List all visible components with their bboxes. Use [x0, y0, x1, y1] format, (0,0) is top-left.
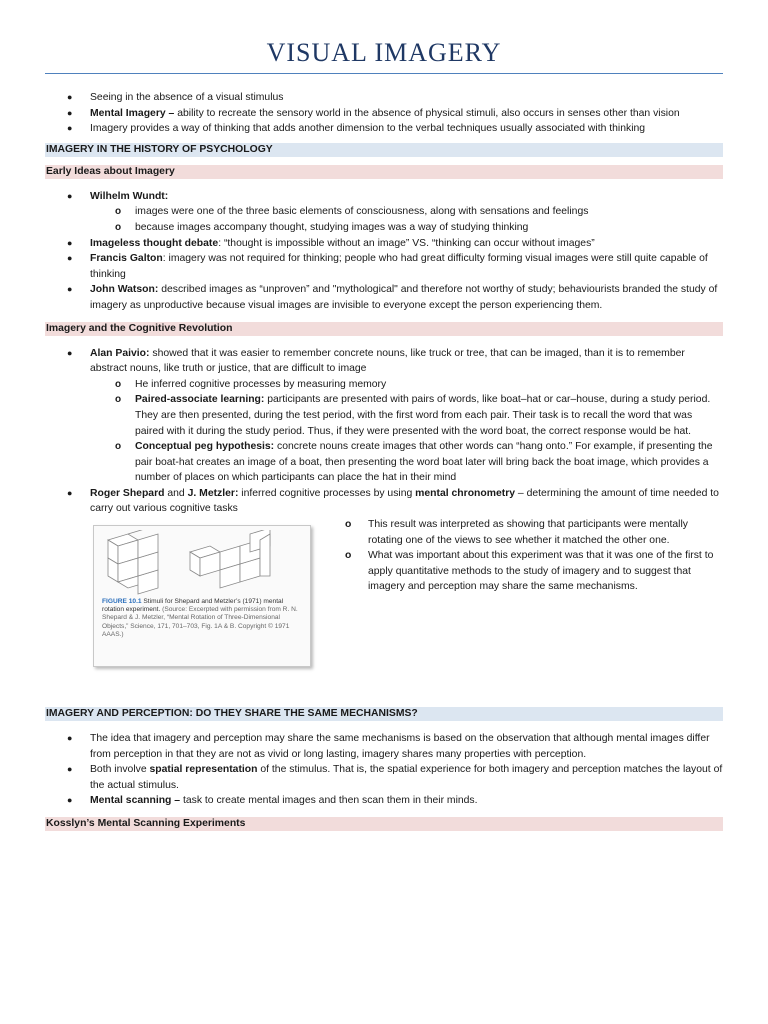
sub-list-item: o Conceptual peg hypothesis: concrete nouns create images that other words can “hang onto.” For example, if presenting the pair boat-hat creates an image of a boat, then presenting the word boat later will bring back the boat image, which provides a number of places on which participants can place the hat in their mind [115, 441, 713, 484]
figure-row [45, 517, 723, 707]
list-item: ● Both involve spatial representation of the stimulus. That is, the spatial experience for both imagery and perception matches the layout of the actual stimulus. [67, 764, 723, 791]
subsection-heading-cognitive-revolution: Imagery and the Cognitive Revolution [45, 322, 723, 336]
section-heading-history: IMAGERY IN THE HISTORY OF PSYCHOLOGY [45, 143, 723, 157]
mental-rotation-cubes-image [98, 530, 306, 596]
shepard-sub-list [345, 517, 725, 595]
figure-source: (Source: Excerpted with permission from R. N. Shepard & J. Metzler, “Mental Rotation of Three-Dimensional Objects,” Science, 171, 701–703, Fig. 1A & B. Copyright © 1971 AAAS.) [102, 606, 298, 638]
list-item-watson: ● John Watson: described images as “unproven” and "mythological" and therefore not worthy of study; behaviourists branded the study of imagery as unproductive because visual images are invisible to everyone except the person experiencing them. [67, 284, 718, 311]
sub-list-item: o images were one of the three basic elements of consciousness, along with sensations and feelings [115, 206, 589, 218]
sub-list-item: o He inferred cognitive processes by measuring memory [115, 378, 387, 390]
list-item: ● Seeing in the absence of a visual stimulus [67, 92, 284, 103]
figure-10-1 [93, 525, 311, 667]
document-body [45, 90, 723, 831]
figure-label: FIGURE 10.1 [102, 598, 142, 606]
figure-caption: FIGURE 10.1 Stimuli for Shepard and Metzler’s (1971) mental rotation experiment. (Source: Excerpted with permission from R. N. Shepard & J. Metzler, “Mental Rotation of Three-Dimensional Objects,” Science, 171, 701–703, Fig. 1A & B. Copyright © 1971 AAAS.) [102, 598, 298, 638]
list-item: ● Imagery provides a way of thinking that adds another dimension to the verbal techniques usually associated with thinking [67, 123, 646, 135]
sub-list-item: o What was important about this experiment was that it was one of the first to apply quantitative methods to the study of imagery and to suggest that imagery and perception may share the same mechanisms. [345, 550, 714, 593]
perception-list [45, 731, 723, 809]
early-ideas-list [45, 189, 723, 314]
sub-list-item: o because images accompany thought, studying images was a way of studying thinking [115, 221, 529, 233]
list-item: ● The idea that imagery and perception may share the same mechanisms is based on the observation that although mental images differ from perception in that they are not as vivid or long lasting, imagery shares many properties with perception. [67, 733, 710, 760]
list-item-paivio: ● Alan Paivio: showed that it was easier to remember concrete nouns, like truck or tree, that can be imaged, than it is to remember abstract nouns, like truth or justice, that are difficult to image [67, 347, 685, 375]
cognitive-revolution-list [45, 346, 723, 518]
intro-list [45, 90, 723, 137]
list-item-imageless: ● Imageless thought debate: “thought is impossible without an image” VS. “thinking can occur without images” [67, 237, 595, 249]
section-heading-perception: IMAGERY AND PERCEPTION: DO THEY SHARE THE SAME MECHANISMS? [45, 707, 723, 721]
subsection-heading-early-ideas: Early Ideas about Imagery [45, 165, 723, 179]
title-underline [45, 73, 723, 74]
sub-list-item: o This result was interpreted as showing that participants were mentally rotating one of the views to see whether it matched the other one. [345, 519, 688, 546]
list-item: ● Mental Imagery – ability to recreate the sensory world in the absence of physical stimuli, also occurs in senses other than vision [67, 107, 680, 119]
subsection-heading-kosslyn: Kosslyn’s Mental Scanning Experiments [45, 817, 723, 831]
page-title: VISUAL IMAGERY [266, 38, 502, 67]
list-item-shepard: ● Roger Shepard and J. Metzler: inferred cognitive processes by using mental chronometry – determining the amount of time needed to carry out various cognitive tasks [67, 487, 719, 515]
sub-list-item: o Paired-associate learning: participants are presented with pairs of words, like boat–hat or car–house, during a study period. They are then presented, during the test period, with the first word from each pair. Their task is to recall the word that was paired with it during the study period. Thus, if they were presented with the word boat, the correct response would be hat. [115, 394, 711, 437]
list-item-galton: ● Francis Galton: imagery was not required for thinking; people who had great difficulty forming visual images were still quite capable of thinking [67, 253, 708, 280]
list-item: ● Mental scanning – task to create mental images and then scan them in their minds. [67, 795, 478, 807]
list-item-wundt: ● Wilhelm Wundt: [67, 190, 169, 202]
